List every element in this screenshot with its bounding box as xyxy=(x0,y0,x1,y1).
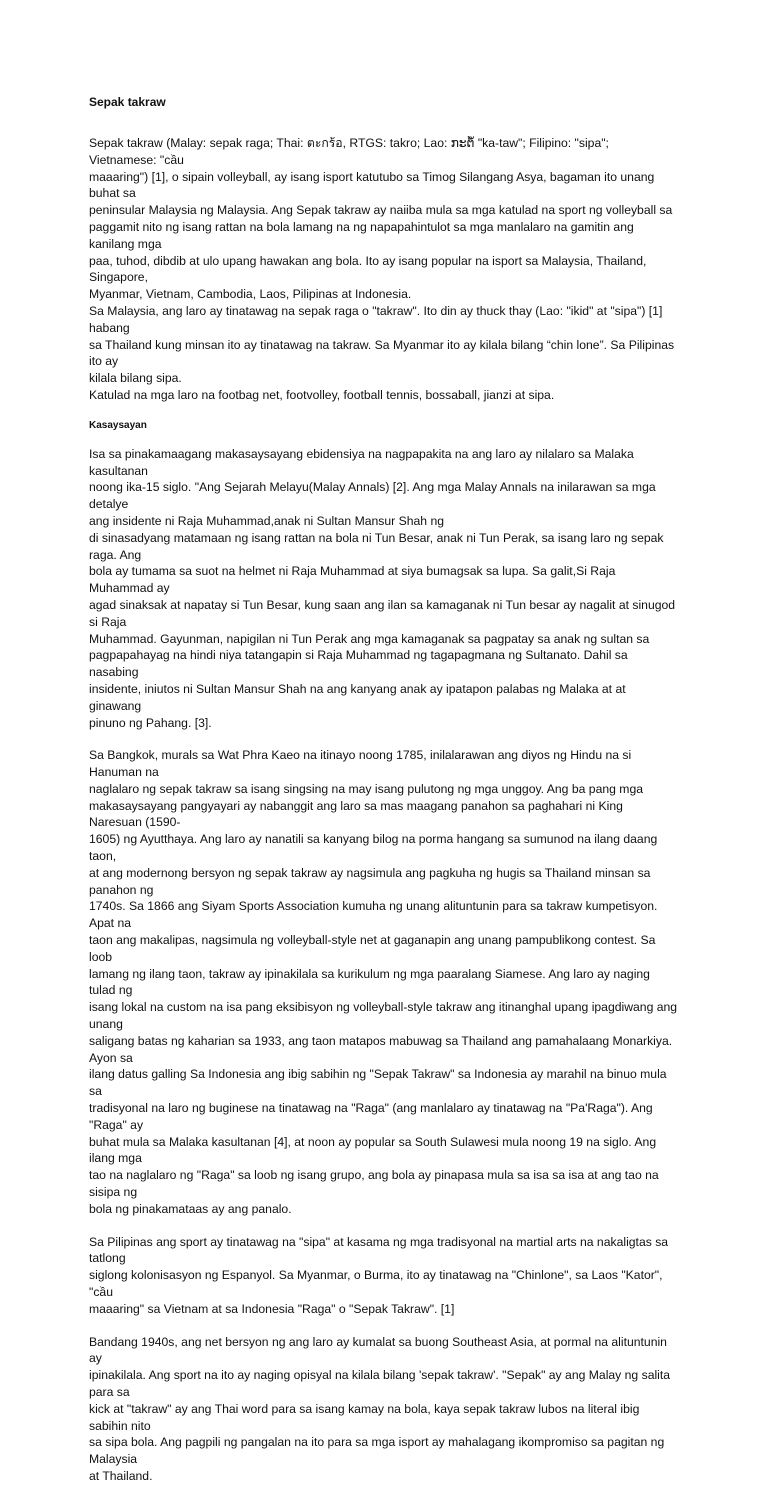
similar-games-paragraph: Katulad na mga laro na footbag net, footvolley, football tennis, bossaball, jianzi at sipa. xyxy=(89,387,555,402)
philippines-paragraph: Sa Pilipinas ang sport ay tinatawag na "sipa" at kasama ng mga tradisyonal na martial arts na nakaligtas sa tatlong siglong kolonisasyon ng Espanyol. Sa Myanmar, o Burma, ito ay tinatawag na "Chinlone", sa Laos "Kator", "cầu maaaring" sa Vietnam at sa Indonesia "Raga" o "Sepak Takraw". [1] xyxy=(89,1234,669,1316)
malaysia-paragraph: Sa Malaysia, ang laro ay tinatawag na sepak raga o "takraw". Ito din ay thuck thay (Lao: "ikid" at "sipa") [1] habang sa Thailand kung minsan ito ay tinatawag na takraw. Sa Myanmar ito ay kilala bilang “chin lone”. Sa Pilipinas ito ay kilala bilang sipa. xyxy=(89,303,675,386)
history-paragraph-1: Isa sa pinakamaagang makasaysayang ebidensiya na nagpapakita na ang laro ay nilalaro sa Malaka kasultanan noong ika-15 siglo. "Ang Sejarah Melayu(Malay Annals) [2]. Ang mga Malay Annals na inilarawan sa mga detalye ang insidente ni Raja Muhammad,anak ni Sultan Mansur Shah ng di sinasadyang matamaan ng isang rattan na bola ni Tun Besar, anak ni Tun Perak, sa isang laro ng sepak raga. Ang bola ay tumama sa suot na helmet ni Raja Muhammad at siya bumagsak sa lupa. Sa galit,Si Raja Muhammad ay agad sinaksak at napatay si Tun Besar, kung saan ang ilan sa kamaganak ni Tun besar ay nagalit at sinugod si Raja Muhammad. Gayunman, napigilan ni Tun Perak ang mga kamaganak sa pagpatay sa anak ng sultan sa pagpapahayag na hindi niya tatangapin si Raja Muhammad ng tagapagmana ng Sultanato. Dahil sa nasabing insidente, iniutos ni Sultan Mansur Shah na ang kanyang anak ay ipatapon palabas ng Malaka at at ginawang pinuno ng Pahang. [3]. xyxy=(89,446,676,730)
history-heading: Kasaysayan xyxy=(89,419,147,431)
document-title: Sepak takraw xyxy=(89,95,166,109)
intro-paragraph: Sepak takraw (Malay: sepak raga; Thai: ตะกร้อ, RTGS: takro; Lao: ກະຕໍ້ "ka-taw"; Filipino: "sipa"; Vietnamese: "cầu maaaring") [1], o sipain volleyball, ay isang isport katutubo sa Timog Silangang Asya, bagaman ito unang buhat sa peninsular Malaysia ng Malaysia. Ang Sepak takraw ay naiiba mula sa mga katulad na sport ng volleyball sa paggamit nito ng isang rattan na bola lamang na ng napapahintulot sa mga manlalaro na gamitin ang kanilang mga paa, tuhod, dibdib at ulo upang hawakan ang bola. Ito ay isang popular na isport sa Malaysia, Thailand, Singapore, Myanmar, Vietnam, Cambodia, Laos, Pilipinas at Indonesia. xyxy=(89,136,673,302)
bandang-paragraph: Bandang 1940s, ang net bersyon ng ang laro ay kumalat sa buong Southeast Asia, at pormal na alituntunin ay ipinakilala. Ang sport na ito ay naging opisyal na kilala bilang 'sepak takraw'. "Sepak" ay ang Malay ng salita para sa kick at "takraw" ay ang Thai word para sa isang kamay na bola, kaya sepak takraw lubos na literal ibig sabihin nito sa sipa bola. Ang pagpili ng pangalan na ito para sa mga isport ay mahalagang ikompromiso sa pagitan ng Malaysia at Thailand. xyxy=(89,1334,671,1483)
history-paragraph-2: Sa Bangkok, murals sa Wat Phra Kaeo na itinayo noong 1785, inilalarawan ang diyos ng Hindu na si Hanuman na naglalaro ng sepak takraw sa isang singsing na may isang pulutong ng mga unggoy. Ang ba pang mga makasaysayang pangyayari ay nabanggit ang laro sa mas maagang panahon sa paghahari ni King Naresuan (1590- 1605) ng Ayutthaya. Ang laro ay nanatili sa kanyang bilog na porma hangang sa sumunod na ilang daang taon, at ang modernong bersyon ng sepak takraw ay nagsimula ang pagkuha ng hugis sa Thailand minsan sa panahon ng 1740s. Sa 1866 ang Siyam Sports Association kumuha ng unang alituntunin para sa takraw kumpetisyon. Apat na taon ang makalipas, nagsimula ng volleyball-style net at gaganapin ang unang pampublikong contest. Sa loob lamang ng ilang taon, takraw ay ipinakilala sa kurikulum ng mga paaralang Siamese. Ang laro ay naging tulad ng isang lokal na custom na isa pang eksibisyon ng volleyball-style takraw ang itinanghal upang ipagdiwang ang unang saligang batas ng kaharian sa 1933, ang taon matapos mabuwag sa Thailand ang pamahalaang Monarkiya. Ayon sa ilang datus galling Sa Indonesia ang ibig sabihin ng "Sepak Takraw" sa Indonesia ay marahil na binuo mula sa tradisyonal na laro ng buginese na tinatawag na "Raga" (ang manlalaro ay tinatawag na "Pa'Raga"). Ang "Raga" ay buhat mula sa Malaka kasultanan [4], at noon ay popular sa South Sulawesi mula noong 19 na siglo. Ang ilang mga tao na naglalaro ng "Raga" sa loob ng isang grupo, ang bola ay pinapasa mula sa isa sa isa at ang tao na sisipa ng bola ng pinakamataas ay ang panalo. xyxy=(89,748,678,1216)
document-body xyxy=(89,135,679,1485)
